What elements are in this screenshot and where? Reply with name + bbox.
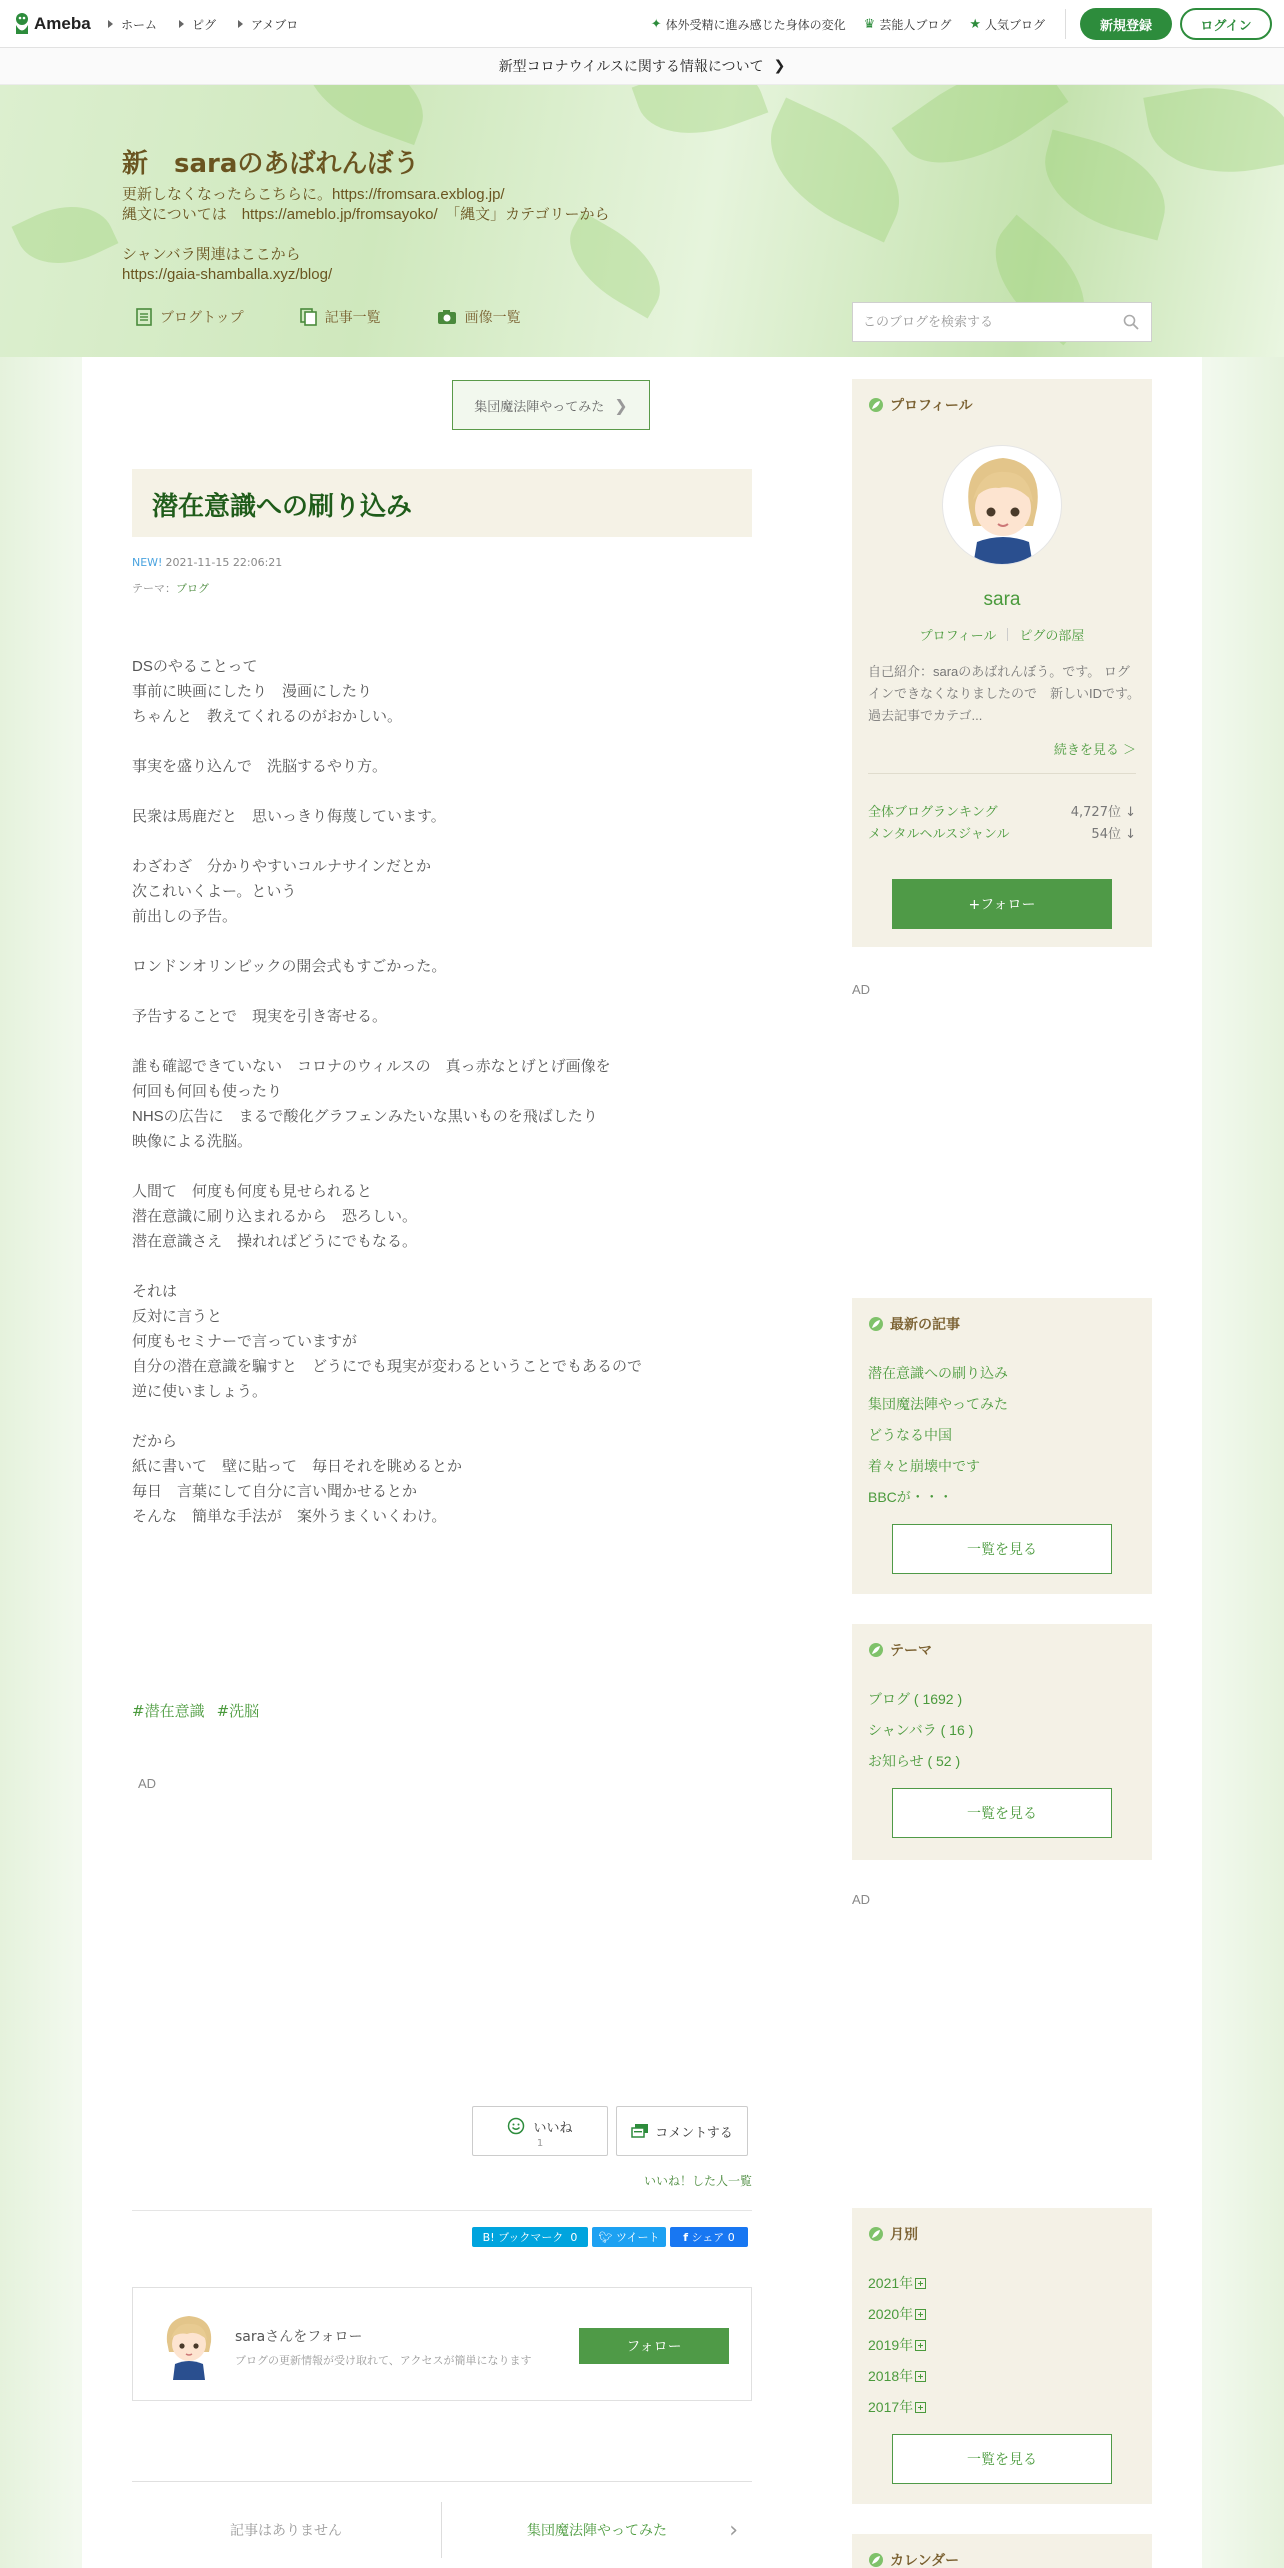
body-line: 反対に言うと: [132, 1308, 223, 1325]
body-line: NHSの広告に まるで酸化グラフェンみたいな黒いものを飛ばしたり: [132, 1108, 598, 1125]
chevron-right-icon: ❯: [614, 395, 628, 415]
leaf-decoration: [892, 85, 1069, 194]
leaf-decoration: [632, 85, 769, 153]
popular-blog-label: 人気ブログ: [984, 17, 1045, 32]
recent-entry-link[interactable]: どうなる中国: [868, 1427, 952, 1443]
register-button[interactable]: 新規登録: [1080, 8, 1172, 40]
month-year-item[interactable]: [868, 2392, 926, 2423]
hatena-count: 0: [570, 2230, 578, 2244]
blog-search: [852, 302, 1152, 342]
theme-button-label: 集団魔法陣やってみた: [474, 399, 605, 415]
crown-icon: ♛: [863, 16, 876, 32]
entry-theme-link[interactable]: ブログ: [176, 582, 209, 595]
global-header: [0, 0, 1284, 48]
image-list-link[interactable]: [437, 307, 521, 327]
body-line: 紙に書いて 壁に貼って 毎日それを眺めるとか: [132, 1458, 463, 1475]
body-line: 予告することで 現実を引き寄せる。: [132, 1008, 388, 1025]
profile-box: [852, 379, 1152, 947]
body-line: 前出しの予告。: [132, 908, 238, 925]
celebrity-blog-label: 芸能人ブログ: [879, 17, 952, 32]
body-line: [132, 1154, 772, 1179]
hatena-bookmark-button[interactable]: [472, 2227, 588, 2247]
leaf-icon: [868, 1642, 884, 1658]
theme-link[interactable]: シャンバラ ( 16 ): [868, 1722, 974, 1738]
calendar-heading: [868, 2550, 959, 2568]
body-line: そんな 簡単な手法が 案外うまくいくわけ。: [132, 1508, 447, 1525]
body-line: DSのやることって: [132, 658, 258, 675]
body-line: 潜在意識に刷り込まれるから 恐ろしい。: [132, 1208, 418, 1225]
body-line: それは: [132, 1283, 178, 1300]
ad-label: AD: [138, 1776, 157, 1791]
theme-label: テーマ：: [132, 582, 176, 595]
ad-label: AD: [852, 1892, 871, 1907]
recent-entry-link[interactable]: 集団魔法陣やってみた: [868, 1396, 1008, 1412]
leaf-decoration: [1032, 130, 1178, 241]
popular-blog-link[interactable]: [969, 16, 1045, 33]
follow-box: [132, 2287, 752, 2401]
like-count: 1: [536, 2138, 544, 2149]
body-line: 何回も何回も使ったり: [132, 1083, 283, 1100]
entry-date: 2021-11-15 22:06:21: [165, 556, 283, 569]
pigg-room-link[interactable]: ピグの部屋: [1019, 629, 1085, 644]
entry-list-label: 記事一覧: [324, 310, 381, 326]
theme-heading-label: テーマ: [890, 1643, 932, 1659]
body-line: [132, 1404, 772, 1429]
profile-links: [852, 625, 1152, 644]
recent-entry-link[interactable]: 潜在意識への刷り込み: [868, 1365, 1008, 1381]
calendar-box: [852, 2534, 1152, 2568]
like-button[interactable]: [472, 2106, 608, 2156]
triangle-icon: [108, 20, 113, 28]
blog-header: [0, 85, 1284, 357]
camera-icon: [437, 309, 457, 325]
sidebar-follow-button[interactable]: +フォロー: [892, 879, 1112, 929]
year-label: 2021年: [868, 2275, 914, 2291]
search-icon[interactable]: [1111, 303, 1151, 341]
next-entry-label: 集団魔法陣やってみた: [527, 2523, 667, 2539]
corona-notice-link[interactable]: [0, 48, 1284, 85]
recent-entry-link[interactable]: BBCが・・・: [868, 1489, 953, 1505]
profile-avatar[interactable]: [942, 445, 1062, 565]
nav-pigg-label: ピグ: [192, 17, 217, 32]
recent-list: [868, 1358, 1008, 1513]
monthly-list: [868, 2268, 926, 2423]
monthly-box: [852, 2208, 1152, 2504]
body-line: [132, 779, 772, 804]
divider: [1065, 9, 1066, 39]
celebrity-blog-link[interactable]: [864, 16, 952, 33]
year-label: 2018年: [868, 2368, 914, 2384]
entry-list-link[interactable]: [300, 307, 381, 327]
monthly-heading: [868, 2224, 918, 2244]
leaf-icon: [868, 2226, 884, 2242]
body-line: 人間て 何度も何度も見せられると: [132, 1183, 373, 1200]
global-header-right: [633, 0, 1272, 48]
profile-name[interactable]: sara: [983, 589, 1021, 610]
ranking-label: 全体ブログランキング: [868, 805, 998, 820]
like-list-link[interactable]: いいね！した人一覧: [644, 2174, 753, 2188]
recent-heading-label: 最新の記事: [890, 1317, 960, 1333]
profile-heading-label: プロフィール: [890, 398, 973, 414]
blog-title[interactable]: 新 saraのあばれんぼう: [122, 149, 420, 179]
year-label: 2019年: [868, 2337, 914, 2353]
ranking-value: 4,727位 ↓: [1070, 805, 1136, 820]
expand-plus-icon[interactable]: [915, 2402, 926, 2413]
body-line: [132, 1029, 772, 1054]
leaf-icon: [868, 1316, 884, 1332]
trend-link-label: 体外受精に進み感じた身体の変化: [665, 17, 846, 32]
prev-entry: 記事はありません: [230, 2523, 342, 2539]
month-year-item[interactable]: [868, 2299, 926, 2330]
document-icon: [136, 308, 152, 326]
body-line: ちゃんと 教えてくれるのがおかしい。: [132, 708, 403, 725]
tweet-button[interactable]: [592, 2227, 666, 2247]
body-line: [132, 829, 772, 854]
blog-top-label: ブログトップ: [160, 310, 244, 326]
blog-nav: [136, 307, 577, 327]
body-line: 自分の潜在意識を騙すと どうにでも現実が変わるということでもあるので: [132, 1358, 643, 1375]
divider: [1007, 628, 1008, 641]
theme-more-button[interactable]: 一覧を見る: [892, 1788, 1112, 1838]
month-year-item[interactable]: [868, 2268, 926, 2299]
image-list-label: 画像一覧: [464, 310, 521, 326]
next-entry-link[interactable]: [442, 2502, 752, 2558]
follow-desc: ブログの更新情報が受け取れて、アクセスが簡単になります: [235, 2354, 532, 2367]
comment-icon: [631, 2123, 649, 2139]
triangle-icon: [238, 20, 243, 28]
tweet-label: ツイート: [616, 2231, 660, 2244]
nav-ameblo-label: アメブロ: [251, 17, 299, 32]
month-year-item[interactable]: [868, 2330, 926, 2361]
leaf-decoration: [748, 98, 922, 243]
leaf-decoration: [1143, 85, 1284, 186]
body-line: 次これいくよー。という: [132, 883, 297, 900]
smile-icon: [507, 2117, 525, 2135]
recent-entry-link[interactable]: 着々と崩壊中です: [868, 1458, 980, 1474]
calendar-heading-label: カレンダー: [890, 2553, 960, 2568]
body-line: 民衆は馬鹿だと 思いっきり侮蔑しています。: [132, 808, 446, 825]
comment-button[interactable]: [616, 2106, 748, 2156]
body-line: [132, 729, 772, 754]
nav-ameblo[interactable]: [238, 16, 298, 33]
avatar-illustration: [943, 446, 1062, 565]
body-line: わざわざ 分かりやすいコルナサインだとか: [132, 858, 431, 875]
triangle-icon: [179, 20, 184, 28]
expand-plus-icon[interactable]: [915, 2340, 926, 2351]
year-label: 2020年: [868, 2306, 914, 2322]
body-line: [132, 979, 772, 1004]
like-label: いいね: [533, 2120, 573, 2136]
follow-title: saraさんをフォロー: [235, 2329, 363, 2345]
body-line: 逆に使いましょう。: [132, 1383, 268, 1400]
facebook-share-button[interactable]: [670, 2227, 748, 2247]
hashtag-link[interactable]: #洗脳: [216, 1702, 260, 1720]
entry-title[interactable]: 潜在意識への刷り込み: [152, 492, 413, 522]
body-line: [132, 929, 772, 954]
new-badge: NEW!: [132, 556, 163, 569]
global-nav: [108, 0, 320, 48]
facebook-icon: f: [683, 2230, 688, 2244]
theme-heading: [868, 1640, 932, 1660]
theme-link[interactable]: お知らせ ( 52 ): [868, 1753, 961, 1769]
ranking-row[interactable]: [868, 801, 1136, 820]
nav-home[interactable]: [108, 16, 157, 33]
hashtag-link[interactable]: #潜在意識: [132, 1702, 205, 1720]
monthly-heading-label: 月別: [890, 2227, 918, 2243]
follow-button[interactable]: フォロー: [579, 2328, 729, 2364]
blog-search-input[interactable]: [853, 303, 1111, 341]
ranking-row[interactable]: [868, 823, 1136, 842]
copy-icon: [300, 308, 317, 326]
logo-text: Ameba: [34, 14, 91, 33]
recent-entries-box: [852, 1298, 1152, 1594]
twitter-icon: 🐦︎: [598, 2230, 613, 2244]
hatena-label: B! ブックマーク: [482, 2231, 564, 2244]
monthly-more-button[interactable]: 一覧を見る: [892, 2434, 1112, 2484]
comment-label: コメントする: [655, 2125, 733, 2141]
sparkle-icon: ✦: [650, 16, 662, 32]
divider: [132, 2210, 752, 2211]
facebook-label: シェア: [691, 2231, 725, 2244]
prev-theme-entry-button[interactable]: [452, 380, 650, 430]
body-line: 何度もセミナーで言っていますが: [132, 1333, 358, 1350]
star-icon: ★: [969, 16, 981, 32]
divider: [132, 2481, 752, 2482]
profile-link[interactable]: プロフィール: [919, 629, 997, 644]
leaf-icon: [868, 2552, 884, 2568]
leaf-decoration: [292, 85, 438, 145]
trend-link[interactable]: [651, 16, 846, 33]
share-buttons: [472, 2227, 748, 2247]
entry-meta: [132, 556, 282, 569]
theme-link[interactable]: ブログ ( 1692 ): [868, 1691, 963, 1707]
hashtags: [132, 1700, 271, 1721]
body-line: 毎日 言葉にして自分に言い聞かせるとか: [132, 1483, 418, 1500]
ameba-mascot-icon: [12, 12, 32, 36]
theme-box: [852, 1624, 1152, 1860]
nav-home-label: ホーム: [121, 17, 158, 32]
body-line: だから: [132, 1433, 178, 1450]
nav-pigg[interactable]: [179, 16, 216, 33]
ranking-value: 54位 ↓: [1091, 827, 1136, 842]
chevron-right-icon: ›: [729, 2517, 738, 2543]
ad-label: AD: [852, 982, 871, 997]
login-button[interactable]: ログイン: [1180, 8, 1272, 40]
recent-heading: [868, 1314, 960, 1334]
leaf-decoration: [12, 189, 119, 281]
body-line: 映像による洗脳。: [132, 1133, 253, 1150]
recent-more-button[interactable]: 一覧を見る: [892, 1524, 1112, 1574]
body-line: 事前に映画にしたり 漫画にしたり: [132, 683, 373, 700]
chevron-right-icon: ❯: [773, 58, 786, 74]
body-line: 潜在意識さえ 操れればどうにでもなる。: [132, 1233, 418, 1250]
year-label: 2017年: [868, 2399, 914, 2415]
facebook-count: 0: [727, 2230, 735, 2244]
theme-list: [868, 1684, 973, 1777]
profile-heading: [868, 395, 973, 415]
profile-description: 自己紹介：saraのあばれんぼう。です。 ログインできなくなりましたので 新しいIDです。 過去記事でカテゴ...: [868, 664, 1140, 723]
avatar[interactable]: [157, 2312, 221, 2380]
body-line: [132, 1254, 772, 1279]
blog-description: 更新しなくなったらこちらに。https://fromsara.exblog.jp/ 縄文については https://ameblo.jp/fromsayoko/ 「縄文」カテゴリーから シャンバラ関連はここから https://gaia-shamballa.xyz/blog/: [122, 186, 610, 283]
blog-top-link[interactable]: [136, 307, 244, 327]
expand-plus-icon[interactable]: [915, 2309, 926, 2320]
body-line: 事実を盛り込んで 洗脳するやり方。: [132, 758, 388, 775]
entry-body: [132, 654, 772, 1529]
ranking-label: メンタルヘルスジャンル: [868, 827, 1010, 842]
expand-plus-icon[interactable]: [915, 2371, 926, 2382]
notice-text: 新型コロナウイルスに関する情報について: [498, 59, 764, 75]
divider: [868, 773, 1136, 774]
entry-theme: [132, 580, 209, 596]
leaf-icon: [868, 397, 884, 413]
month-year-item[interactable]: [868, 2361, 926, 2392]
body-line: 誰も確認できていない コロナのウィルスの 真っ赤なとげとげ画像を: [132, 1058, 611, 1075]
body-line: ロンドンオリンピックの開会式もすごかった。: [132, 958, 447, 975]
ameba-logo[interactable]: [12, 12, 91, 36]
expand-plus-icon[interactable]: [915, 2278, 926, 2289]
profile-more-link[interactable]: 続きを見る ＞: [1053, 743, 1136, 758]
